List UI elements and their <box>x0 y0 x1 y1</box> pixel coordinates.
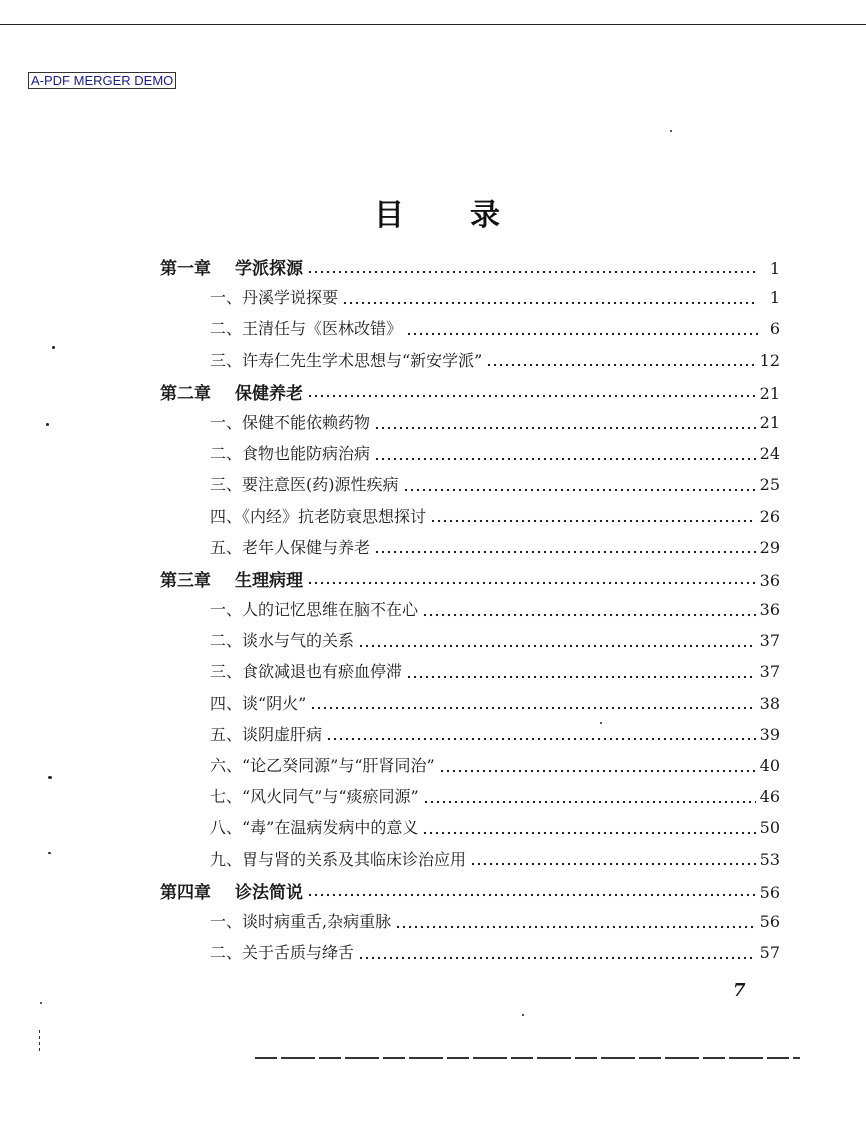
toc-section-row <box>160 628 780 659</box>
toc-section-row <box>160 597 780 628</box>
toc-page-number: 26 <box>759 506 780 526</box>
toc-chapter-row <box>160 878 780 909</box>
dot-leader <box>430 519 756 523</box>
toc-section-row <box>160 441 780 472</box>
section-title: 八、“毒”在温病发病中的意义 <box>210 818 419 838</box>
toc-page-number: 40 <box>759 756 780 775</box>
toc-page-number: 21 <box>759 412 780 432</box>
section-title: 四、《内经》抗老防衰思想探讨 <box>210 506 427 526</box>
section-title: 五、老年人保健与养老 <box>210 537 371 557</box>
section-title: 五、谈阴虚肝病 <box>210 724 323 744</box>
page-number: 7 <box>733 980 746 1001</box>
toc-section-row <box>160 504 780 535</box>
dot-leader <box>307 893 756 897</box>
toc-section-row <box>160 535 780 566</box>
toc-section-row <box>160 815 780 846</box>
watermark-label: A-PDF MERGER DEMO <box>28 72 176 89</box>
toc-page-number: 39 <box>759 724 780 744</box>
scan-speck <box>48 852 51 854</box>
toc-section-row <box>160 659 780 690</box>
dot-leader <box>403 488 756 492</box>
scan-speck <box>600 722 602 724</box>
toc-chapter-row <box>160 254 780 285</box>
dot-leader <box>307 270 758 274</box>
dot-leader <box>307 581 756 585</box>
toc-page-number: 50 <box>759 818 780 838</box>
toc-page-number: 1 <box>769 259 780 278</box>
section-title: 二、关于舌质与绛舌 <box>210 943 355 963</box>
chapter-number: 第四章 <box>160 882 211 903</box>
scan-speck <box>40 1002 42 1004</box>
section-title: 一、谈时病重舌,杂病重脉 <box>210 911 392 931</box>
toc-section-row <box>160 722 780 753</box>
dot-leader <box>406 675 756 679</box>
section-title: 一、保健不能依赖药物 <box>210 412 371 432</box>
top-rule <box>0 24 866 25</box>
section-title: 九、胃与肾的关系及其临床诊治应用 <box>210 849 467 869</box>
toc-page-number: 6 <box>769 319 780 339</box>
chapter-number: 第三章 <box>160 570 211 591</box>
toc-section-row <box>160 348 780 379</box>
toc-page-number: 53 <box>759 849 780 869</box>
dot-leader <box>422 831 755 835</box>
toc-section-row <box>160 285 780 316</box>
dot-leader <box>310 706 755 710</box>
toc-section-row <box>160 472 780 503</box>
toc-page-number: 46 <box>759 787 780 807</box>
scan-speck <box>46 423 49 426</box>
chapter-number: 第一章 <box>160 259 211 279</box>
page-title: 目录 <box>374 198 566 233</box>
chapter-title: 生理病理 <box>235 570 303 591</box>
toc-chapter-row <box>160 566 780 597</box>
dot-leader <box>422 613 756 617</box>
toc-section-row <box>160 940 780 971</box>
toc-chapter-row <box>160 379 780 410</box>
scan-speck <box>48 776 52 779</box>
dot-leader <box>423 800 756 804</box>
dot-leader <box>439 769 756 773</box>
toc-page-number: 56 <box>759 882 780 902</box>
section-title: 七、“风火同气”与“痰瘀同源” <box>210 787 419 807</box>
dot-leader <box>486 363 755 367</box>
dot-leader <box>358 956 756 960</box>
bottom-rule <box>255 1057 800 1059</box>
toc-section-row <box>160 909 780 940</box>
dot-leader <box>374 457 756 461</box>
toc-page-number: 37 <box>759 662 780 682</box>
table-of-contents <box>160 254 780 971</box>
toc-section-row <box>160 753 780 784</box>
toc-page-number: 38 <box>759 693 780 713</box>
scan-mark <box>39 1030 40 1052</box>
section-title: 三、许寿仁先生学术思想与“新安学派” <box>210 350 483 370</box>
section-title: 六、“论乙癸同源”与“肝肾同治” <box>210 756 435 775</box>
toc-section-row <box>160 691 780 722</box>
toc-section-row <box>160 847 780 878</box>
dot-leader <box>307 394 756 398</box>
dot-leader <box>374 426 756 430</box>
chapter-title: 学派探源 <box>235 259 303 279</box>
section-title: 一、人的记忆思维在脑不在心 <box>210 600 419 620</box>
chapter-number: 第二章 <box>160 383 211 404</box>
toc-page-number: 25 <box>759 475 780 495</box>
dot-leader <box>342 301 758 305</box>
toc-page-number: 24 <box>759 444 780 464</box>
toc-page-number: 37 <box>759 631 780 651</box>
scan-speck <box>670 130 672 132</box>
chapter-title: 保健养老 <box>235 383 303 404</box>
dot-leader <box>374 550 756 554</box>
toc-page-number: 1 <box>769 288 780 308</box>
dot-leader <box>406 332 758 336</box>
scan-speck <box>52 346 55 349</box>
toc-section-row <box>160 410 780 441</box>
dot-leader <box>395 925 756 929</box>
section-title: 一、丹溪学说探要 <box>210 288 339 308</box>
toc-page-number: 57 <box>759 943 780 963</box>
chapter-title: 诊法简说 <box>235 882 303 903</box>
section-title: 三、食欲减退也有瘀血停滞 <box>210 662 403 682</box>
section-title: 四、谈“阴火” <box>210 693 307 713</box>
dot-leader <box>470 862 756 866</box>
dot-leader <box>326 737 756 741</box>
toc-page-number: 56 <box>759 911 780 931</box>
toc-page-number: 21 <box>759 383 780 403</box>
toc-page-number: 12 <box>759 350 780 370</box>
section-title: 三、要注意医(药)源性疾病 <box>210 475 399 495</box>
toc-section-row <box>160 316 780 347</box>
toc-page-number: 36 <box>759 570 780 590</box>
section-title: 二、食物也能防病治病 <box>210 444 371 464</box>
toc-section-row <box>160 784 780 815</box>
toc-page-number: 36 <box>759 600 780 620</box>
dot-leader <box>358 644 756 648</box>
section-title: 二、谈水与气的关系 <box>210 631 355 651</box>
section-title: 二、王清任与《医林改错》 <box>210 319 403 339</box>
scan-speck <box>522 1014 524 1016</box>
toc-page-number: 29 <box>759 537 780 557</box>
